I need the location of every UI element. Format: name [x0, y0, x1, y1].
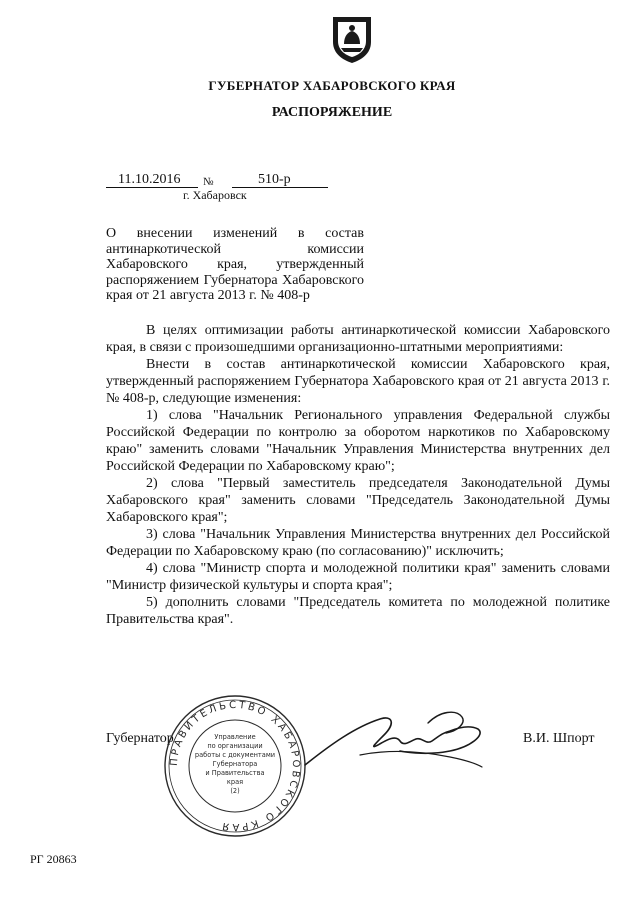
body-paragraph: 3) слова "Начальник Управления Министерства внутренних дел Российской Федерации по Хабаровскому краю (по согласованию)" исключить; [106, 527, 610, 559]
body-paragraph: 5) дополнить словами "Председатель комитета по молодежной политике Правительства края". [106, 595, 610, 627]
signatory-title: Губернатор [106, 731, 174, 746]
organization-title: ГУБЕРНАТОР ХАБАРОВСКОГО КРАЯ [208, 78, 456, 93]
stamp-line: (2) [230, 787, 240, 795]
stamp-line: Губернатора [212, 760, 258, 768]
document-date: 11.10.2016 [118, 172, 181, 187]
document-type: РАСПОРЯЖЕНИЕ [271, 105, 393, 120]
stamp-line: работы с документами [194, 751, 276, 759]
handwritten-signature [300, 705, 490, 777]
stamp-outer-text: ПРАВИТЕЛЬСТВО ХАБАРОВСКОГО КРАЯ [168, 699, 302, 833]
document-body [106, 322, 610, 628]
body-paragraph: Внести в состав антинаркотической комиссии Хабаровского края, утвержденный распоряжением Губернатора Хабаровского края от 21 августа 2013 г. № 408-р, следующие изменения: [106, 357, 610, 406]
body-paragraph: 2) слова "Первый заместитель председателя Законодательной Думы Хабаровского края" заменить словами "Председатель Законодательной Думы Хабаровского края"; [106, 476, 610, 525]
stamp-line: края [226, 778, 244, 786]
stamp-line: по организации [207, 742, 263, 750]
body-paragraph: В целях оптимизации работы антинаркотической комиссии Хабаровского края, в связи с произошедшими организационно-штатными мероприятиями: [106, 323, 610, 355]
coat-of-arms-icon [330, 14, 374, 64]
document-city: г. Хабаровск [183, 188, 247, 202]
signatory-name: В.И. Шпорт [523, 731, 595, 746]
document-subject: О внесении изменений в состав антинаркотической комиссии Хабаровского края, утвержденный распоряжением Губернатора Хабаровского края от 21 августа 2013 г. № 408-р [106, 226, 364, 303]
registration-number: РГ 20863 [30, 852, 77, 866]
body-paragraph: 4) слова "Министр спорта и молодежной политики края" заменить словами "Министр физической культуры и спорта края"; [106, 561, 610, 593]
document-number: 510-р [258, 172, 291, 187]
body-paragraph: 1) слова "Начальник Регионального управления Федеральной службы Российской Федерации по контролю за оборотом наркотиков по Хабаровскому краю" заменить словами "Начальник Управления Министерства внутренних дел Российской Федерации по Хабаровскому краю"; [106, 408, 610, 474]
stamp-line: и Правительства [205, 769, 265, 777]
number-sign: № [203, 176, 214, 188]
stamp-line: Управление [214, 733, 256, 741]
official-stamp [162, 693, 308, 839]
